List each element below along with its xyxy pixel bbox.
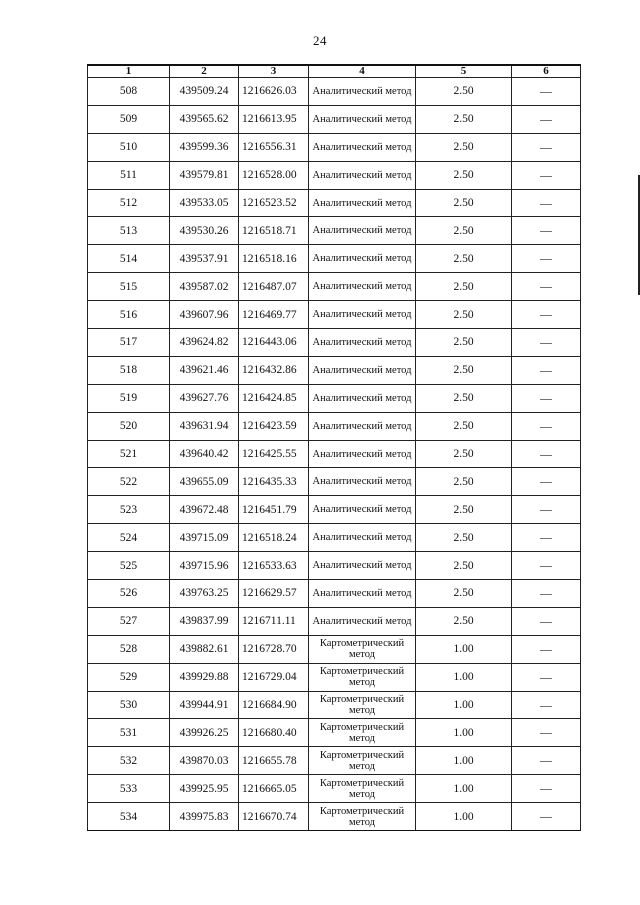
point-number-cell: 530	[88, 691, 170, 719]
accuracy-cell: 2.50	[416, 496, 512, 524]
y-coordinate-cell: 1216528.00	[239, 161, 309, 189]
y-coordinate-cell: 1216556.31	[239, 133, 309, 161]
y-coordinate-cell: 1216443.06	[239, 329, 309, 357]
table-row	[88, 552, 581, 580]
note-cell: —	[512, 329, 581, 357]
accuracy-cell: 1.00	[416, 775, 512, 803]
method-cell: Аналитический метод	[309, 273, 416, 301]
table-row	[88, 468, 581, 496]
point-number-cell: 510	[88, 133, 170, 161]
x-coordinate-cell: 439763.25	[170, 580, 239, 608]
x-coordinate-cell: 439929.88	[170, 663, 239, 691]
method-cell: Аналитический метод	[309, 301, 416, 329]
point-number-cell: 517	[88, 329, 170, 357]
column-header-5: 5	[416, 65, 512, 78]
note-cell: —	[512, 273, 581, 301]
accuracy-cell: 2.50	[416, 329, 512, 357]
y-coordinate-cell: 1216487.07	[239, 273, 309, 301]
accuracy-cell: 2.50	[416, 524, 512, 552]
table-row	[88, 161, 581, 189]
point-number-cell: 529	[88, 663, 170, 691]
column-header-6: 6	[512, 65, 581, 78]
point-number-cell: 531	[88, 719, 170, 747]
table-row	[88, 803, 581, 831]
x-coordinate-cell: 439607.96	[170, 301, 239, 329]
method-cell: Картометрический метод	[309, 719, 416, 747]
note-cell: —	[512, 133, 581, 161]
table-row	[88, 635, 581, 663]
note-cell: —	[512, 635, 581, 663]
y-coordinate-cell: 1216711.11	[239, 607, 309, 635]
point-number-cell: 527	[88, 607, 170, 635]
table-row	[88, 329, 581, 357]
table-row	[88, 301, 581, 329]
x-coordinate-cell: 439579.81	[170, 161, 239, 189]
x-coordinate-cell: 439530.26	[170, 217, 239, 245]
table-body	[88, 78, 581, 831]
table-row	[88, 524, 581, 552]
note-cell: —	[512, 663, 581, 691]
note-cell: —	[512, 691, 581, 719]
note-cell: —	[512, 356, 581, 384]
method-cell: Аналитический метод	[309, 468, 416, 496]
y-coordinate-cell: 1216518.24	[239, 524, 309, 552]
method-cell: Аналитический метод	[309, 607, 416, 635]
column-header-1: 1	[88, 65, 170, 78]
y-coordinate-cell: 1216432.86	[239, 356, 309, 384]
x-coordinate-cell: 439975.83	[170, 803, 239, 831]
accuracy-cell: 2.50	[416, 245, 512, 273]
point-number-cell: 526	[88, 580, 170, 608]
accuracy-cell: 2.50	[416, 189, 512, 217]
x-coordinate-cell: 439537.91	[170, 245, 239, 273]
y-coordinate-cell: 1216626.03	[239, 78, 309, 106]
method-cell: Аналитический метод	[309, 161, 416, 189]
table-row	[88, 384, 581, 412]
x-coordinate-cell: 439882.61	[170, 635, 239, 663]
point-number-cell: 515	[88, 273, 170, 301]
point-number-cell: 516	[88, 301, 170, 329]
table-row	[88, 691, 581, 719]
note-cell: —	[512, 301, 581, 329]
point-number-cell: 518	[88, 356, 170, 384]
accuracy-cell: 1.00	[416, 747, 512, 775]
x-coordinate-cell: 439509.24	[170, 78, 239, 106]
x-coordinate-cell: 439627.76	[170, 384, 239, 412]
point-number-cell: 532	[88, 747, 170, 775]
method-cell: Аналитический метод	[309, 496, 416, 524]
method-cell: Аналитический метод	[309, 552, 416, 580]
method-cell: Аналитический метод	[309, 245, 416, 273]
y-coordinate-cell: 1216655.78	[239, 747, 309, 775]
accuracy-cell: 2.50	[416, 133, 512, 161]
x-coordinate-cell: 439621.46	[170, 356, 239, 384]
table-row	[88, 747, 581, 775]
accuracy-cell: 2.50	[416, 217, 512, 245]
accuracy-cell: 1.00	[416, 719, 512, 747]
table-row	[88, 412, 581, 440]
point-number-cell: 528	[88, 635, 170, 663]
note-cell: —	[512, 719, 581, 747]
x-coordinate-cell: 439565.62	[170, 105, 239, 133]
y-coordinate-cell: 1216424.85	[239, 384, 309, 412]
note-cell: —	[512, 580, 581, 608]
accuracy-cell: 1.00	[416, 663, 512, 691]
point-number-cell: 519	[88, 384, 170, 412]
method-cell: Аналитический метод	[309, 412, 416, 440]
accuracy-cell: 2.50	[416, 580, 512, 608]
accuracy-cell: 2.50	[416, 384, 512, 412]
table-header-row	[88, 65, 581, 78]
accuracy-cell: 2.50	[416, 468, 512, 496]
point-number-cell: 534	[88, 803, 170, 831]
table-row	[88, 133, 581, 161]
y-coordinate-cell: 1216423.59	[239, 412, 309, 440]
note-cell: —	[512, 245, 581, 273]
method-cell: Аналитический метод	[309, 189, 416, 217]
point-number-cell: 524	[88, 524, 170, 552]
note-cell: —	[512, 552, 581, 580]
note-cell: —	[512, 161, 581, 189]
x-coordinate-cell: 439631.94	[170, 412, 239, 440]
y-coordinate-cell: 1216518.71	[239, 217, 309, 245]
accuracy-cell: 2.50	[416, 301, 512, 329]
x-coordinate-cell: 439587.02	[170, 273, 239, 301]
accuracy-cell: 1.00	[416, 691, 512, 719]
method-cell: Картометрический метод	[309, 775, 416, 803]
accuracy-cell: 2.50	[416, 552, 512, 580]
coordinates-table	[87, 64, 581, 831]
point-number-cell: 514	[88, 245, 170, 273]
point-number-cell: 533	[88, 775, 170, 803]
note-cell: —	[512, 747, 581, 775]
method-cell: Аналитический метод	[309, 440, 416, 468]
x-coordinate-cell: 439870.03	[170, 747, 239, 775]
table-row	[88, 496, 581, 524]
method-cell: Аналитический метод	[309, 384, 416, 412]
table-row	[88, 78, 581, 106]
x-coordinate-cell: 439926.25	[170, 719, 239, 747]
x-coordinate-cell: 439944.91	[170, 691, 239, 719]
table-row	[88, 356, 581, 384]
y-coordinate-cell: 1216684.90	[239, 691, 309, 719]
note-cell: —	[512, 78, 581, 106]
x-coordinate-cell: 439655.09	[170, 468, 239, 496]
y-coordinate-cell: 1216469.77	[239, 301, 309, 329]
note-cell: —	[512, 217, 581, 245]
note-cell: —	[512, 775, 581, 803]
method-cell: Картометрический метод	[309, 691, 416, 719]
table-row	[88, 719, 581, 747]
method-cell: Аналитический метод	[309, 78, 416, 106]
accuracy-cell: 2.50	[416, 356, 512, 384]
x-coordinate-cell: 439837.99	[170, 607, 239, 635]
column-header-2: 2	[170, 65, 239, 78]
table-row	[88, 217, 581, 245]
x-coordinate-cell: 439715.09	[170, 524, 239, 552]
point-number-cell: 508	[88, 78, 170, 106]
x-coordinate-cell: 439599.36	[170, 133, 239, 161]
y-coordinate-cell: 1216533.63	[239, 552, 309, 580]
note-cell: —	[512, 607, 581, 635]
column-header-3: 3	[239, 65, 309, 78]
accuracy-cell: 2.50	[416, 412, 512, 440]
point-number-cell: 522	[88, 468, 170, 496]
x-coordinate-cell: 439624.82	[170, 329, 239, 357]
table-row	[88, 580, 581, 608]
accuracy-cell: 1.00	[416, 635, 512, 663]
table-row	[88, 607, 581, 635]
method-cell: Картометрический метод	[309, 803, 416, 831]
method-cell: Аналитический метод	[309, 580, 416, 608]
method-cell: Картометрический метод	[309, 635, 416, 663]
y-coordinate-cell: 1216629.57	[239, 580, 309, 608]
point-number-cell: 520	[88, 412, 170, 440]
y-coordinate-cell: 1216680.40	[239, 719, 309, 747]
accuracy-cell: 2.50	[416, 440, 512, 468]
note-cell: —	[512, 468, 581, 496]
method-cell: Аналитический метод	[309, 133, 416, 161]
method-cell: Картометрический метод	[309, 747, 416, 775]
note-cell: —	[512, 412, 581, 440]
method-cell: Аналитический метод	[309, 524, 416, 552]
note-cell: —	[512, 524, 581, 552]
note-cell: —	[512, 189, 581, 217]
y-coordinate-cell: 1216518.16	[239, 245, 309, 273]
x-coordinate-cell: 439925.95	[170, 775, 239, 803]
point-number-cell: 525	[88, 552, 170, 580]
y-coordinate-cell: 1216665.05	[239, 775, 309, 803]
note-cell: —	[512, 803, 581, 831]
x-coordinate-cell: 439672.48	[170, 496, 239, 524]
accuracy-cell: 2.50	[416, 78, 512, 106]
y-coordinate-cell: 1216729.04	[239, 663, 309, 691]
accuracy-cell: 2.50	[416, 161, 512, 189]
point-number-cell: 511	[88, 161, 170, 189]
table-row	[88, 273, 581, 301]
table-row	[88, 189, 581, 217]
y-coordinate-cell: 1216435.33	[239, 468, 309, 496]
y-coordinate-cell: 1216425.55	[239, 440, 309, 468]
y-coordinate-cell: 1216613.95	[239, 105, 309, 133]
note-cell: —	[512, 105, 581, 133]
note-cell: —	[512, 384, 581, 412]
column-header-4: 4	[309, 65, 416, 78]
accuracy-cell: 2.50	[416, 273, 512, 301]
y-coordinate-cell: 1216523.52	[239, 189, 309, 217]
method-cell: Аналитический метод	[309, 329, 416, 357]
table-row	[88, 440, 581, 468]
point-number-cell: 521	[88, 440, 170, 468]
point-number-cell: 509	[88, 105, 170, 133]
method-cell: Аналитический метод	[309, 217, 416, 245]
method-cell: Картометрический метод	[309, 663, 416, 691]
x-coordinate-cell: 439715.96	[170, 552, 239, 580]
y-coordinate-cell: 1216728.70	[239, 635, 309, 663]
x-coordinate-cell: 439533.05	[170, 189, 239, 217]
table-row	[88, 663, 581, 691]
point-number-cell: 523	[88, 496, 170, 524]
y-coordinate-cell: 1216670.74	[239, 803, 309, 831]
note-cell: —	[512, 440, 581, 468]
point-number-cell: 513	[88, 217, 170, 245]
accuracy-cell: 2.50	[416, 105, 512, 133]
table-row	[88, 245, 581, 273]
table-row	[88, 105, 581, 133]
accuracy-cell: 2.50	[416, 607, 512, 635]
accuracy-cell: 1.00	[416, 803, 512, 831]
y-coordinate-cell: 1216451.79	[239, 496, 309, 524]
table-row	[88, 775, 581, 803]
method-cell: Аналитический метод	[309, 356, 416, 384]
point-number-cell: 512	[88, 189, 170, 217]
note-cell: —	[512, 496, 581, 524]
x-coordinate-cell: 439640.42	[170, 440, 239, 468]
method-cell: Аналитический метод	[309, 105, 416, 133]
page-number: 24	[313, 33, 327, 48]
